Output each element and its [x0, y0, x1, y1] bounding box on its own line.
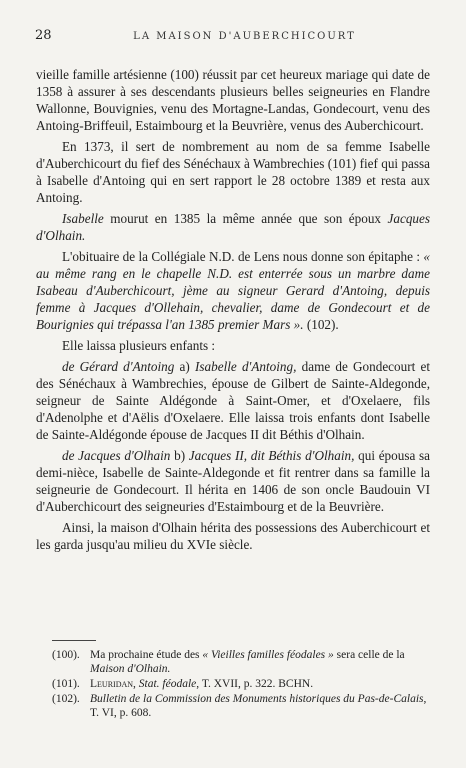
- paragraph-8: Ainsi, la maison d'Olhain hérita des possessions des Auberchicourt et les garda jusqu'au milieu du XVIe siècle.: [36, 520, 430, 552]
- footnote-italic: Bulletin de la Commission des Monuments historiques du Pas-de-Calais: [90, 693, 424, 705]
- name-isabelle-antoing: Isabelle d'Antoing,: [195, 359, 297, 374]
- marker-b: b): [170, 448, 189, 463]
- paragraph-2: En 1373, il sert de nombrement au nom de sa femme Isabelle d'Auberchicourt du fief des Sénéchaux à Wambrechies (101) fief qui passa à Isabelle d'Antoing qui en sert rapport le 28 octobre 1389 et resta aux Antoing.: [36, 139, 430, 205]
- footnote-text: , T. VI, p. 608.: [90, 693, 427, 719]
- page-header: [35, 28, 426, 43]
- footnote-102: [52, 692, 430, 720]
- name-isabelle: Isabelle: [62, 211, 104, 226]
- epitaph-quote: « au même rang en le chapelle N.D. est enterrée sous un marbre dame Isabeau d'Auberchicourt, jème au signeur Gerard d'Antoing, depuis femme à Jacques d'Ollehain, chevalier, dame de Gondecourt et de Bourignies qui trépassa l'an 1385 premier Mars ».: [36, 249, 430, 332]
- paragraph-6-text: dame de Gondecourt et des Sénéchaux à Wambrechies, épouse de Gilbert de Sainte-Aldegonde, seigneur de Sainte Aldégonde à Saint-Omer, et d'Oxelaere, fils d'Adenolphe et d'Aëlis d'Oxelaere. Elle laissa trois enfants dont Isabelle de Sainte-Aldégonde épouse de Jacques II dit Béthis d'Olhain.: [36, 359, 430, 442]
- paragraph-4: [36, 248, 430, 333]
- footnote-text: , T. XVII, p. 322. BCHN.: [196, 678, 314, 690]
- page-number: 28: [35, 28, 52, 43]
- paragraph-6: [36, 358, 430, 443]
- name-jacques-ii: Jacques II, dit Béthis d'Olhain,: [188, 448, 355, 463]
- heading-gerard: de Gérard d'Antoing: [62, 359, 175, 374]
- footnotes: [52, 648, 430, 721]
- footnote-divider: [52, 640, 96, 641]
- footnote-number: (100).: [52, 649, 80, 661]
- heading-jacques: de Jacques d'Olhain: [62, 448, 171, 463]
- running-title: LA MAISON D'AUBERCHICOURT: [133, 31, 356, 42]
- paragraph-1: vieille famille artésienne (100) réussit par cet heureux mariage qui date de 1358 à assurer à ses descendants plusieurs belles seigneuries en Flandre Wallonne, Bouvignies, venu des Mortagne-Landas, Gondecourt, venu des Antoing-Briffeuil, Estaimbourg et la Beuvrière, venus des Auberchicourt.: [36, 67, 430, 133]
- footnote-text: sera celle de la: [333, 649, 405, 661]
- marker-a: a): [174, 359, 195, 374]
- footnote-italic: « Vieilles familles féodales »: [202, 649, 334, 661]
- footnote-number: (102).: [52, 693, 80, 705]
- footnote-100: [52, 648, 430, 676]
- footnote-italic: Stat. féodale: [138, 678, 197, 690]
- footnote-text: ,: [133, 678, 139, 690]
- paragraph-5: Elle laissa plusieurs enfants :: [62, 338, 216, 353]
- body-text: [36, 66, 430, 557]
- paragraph-4-ref: (102).: [303, 317, 339, 332]
- footnote-text: Ma prochaine étude des: [90, 649, 203, 661]
- footnote-italic: Maison d'Olhain.: [90, 663, 171, 675]
- paragraph-3-text: mourut en 1385 la même année que son époux: [103, 211, 388, 226]
- paragraph-3: [36, 210, 430, 244]
- footnote-101: [52, 677, 430, 691]
- name-jacques: Jacques d'Olhain.: [36, 211, 430, 243]
- paragraph-4-intro: L'obituaire de la Collégiale N.D. de Lens nous donne son épitaphe :: [62, 249, 424, 264]
- paragraph-7-text: qui épousa sa demi-nièce, Isabelle de Sainte-Aldegonde et fit rentrer dans sa famille la seigneurie de Gondecourt. Il hérita en 1406 de son oncle Baudouin VI d'Auberchicourt des seigneuries d'Estaimbourg et de la Beuvrière.: [36, 448, 431, 514]
- footnote-number: (101).: [52, 678, 80, 690]
- footnote-author: Leuridan: [90, 678, 134, 690]
- paragraph-7: [36, 447, 430, 515]
